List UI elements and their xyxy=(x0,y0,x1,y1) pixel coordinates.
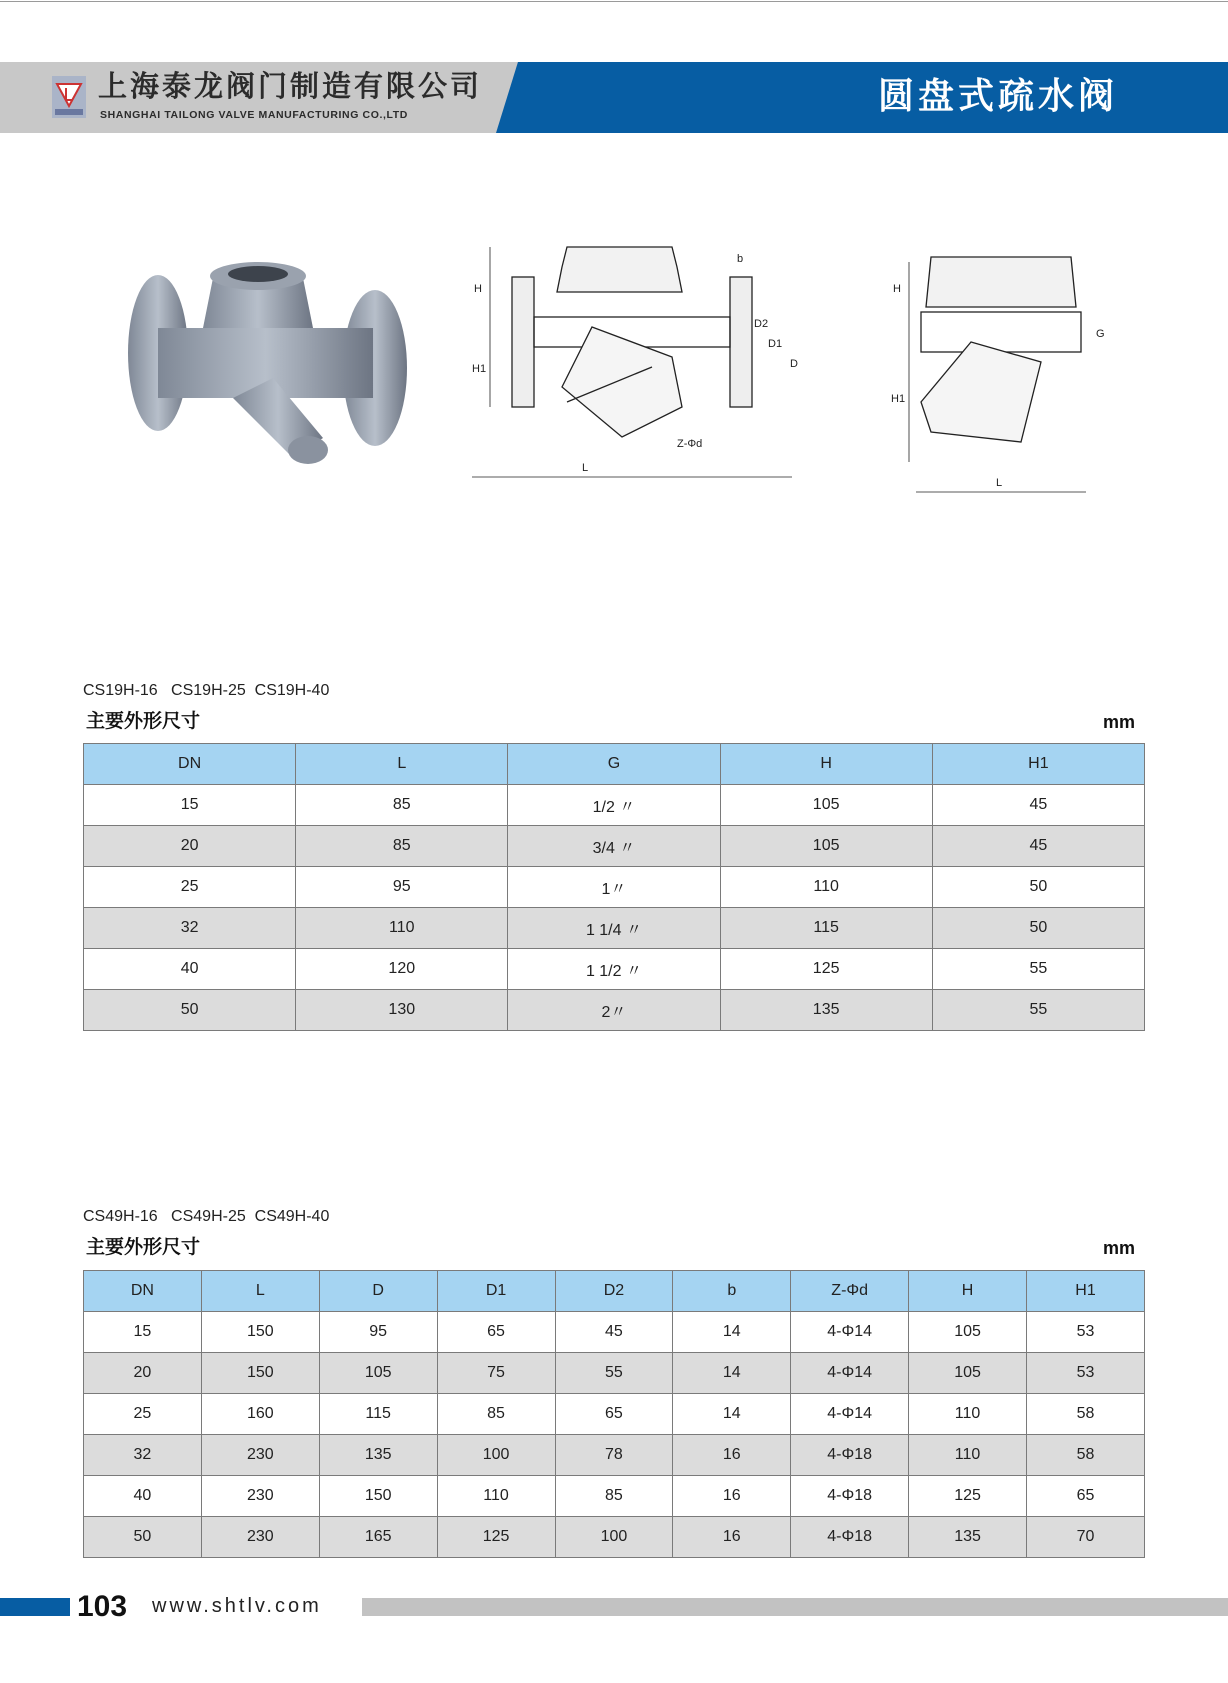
table-cell: 14 xyxy=(673,1394,791,1435)
table-cell: 230 xyxy=(201,1435,319,1476)
column-header: D2 xyxy=(555,1271,673,1312)
table-cell: 15 xyxy=(84,785,296,826)
table-cell: 120 xyxy=(296,949,508,990)
label-D2: D2 xyxy=(754,318,769,330)
column-header: b xyxy=(673,1271,791,1312)
table-cell: 2〃 xyxy=(508,990,720,1031)
table-cell: 230 xyxy=(201,1517,319,1558)
table-cell: 40 xyxy=(84,949,296,990)
column-header: H xyxy=(720,744,932,785)
table-cell: 58 xyxy=(1027,1435,1145,1476)
product-title: 圆盘式疏水阀 xyxy=(878,76,1119,117)
table-cell: 75 xyxy=(437,1353,555,1394)
label-H: H xyxy=(474,283,482,295)
dimensions-table-cs49h xyxy=(83,1270,1145,1558)
column-header: Z-Φd xyxy=(791,1271,909,1312)
table-cell: 1 1/4 〃 xyxy=(508,908,720,949)
table-cell: 1 1/2 〃 xyxy=(508,949,720,990)
table1-models: CS19H-16 CS19H-25 CS19H-40 xyxy=(83,682,330,699)
table-cell: 50 xyxy=(932,867,1144,908)
table-cell: 105 xyxy=(909,1312,1027,1353)
table-cell: 100 xyxy=(437,1435,555,1476)
table-row xyxy=(84,908,1145,949)
table-cell: 230 xyxy=(201,1476,319,1517)
header-title-band xyxy=(496,62,1228,133)
table-cell: 16 xyxy=(673,1476,791,1517)
table-cell: 55 xyxy=(932,990,1144,1031)
table-cell: 130 xyxy=(296,990,508,1031)
label-H1: H1 xyxy=(891,393,906,405)
table-cell: 45 xyxy=(555,1312,673,1353)
table-cell: 115 xyxy=(720,908,932,949)
column-header: H1 xyxy=(1027,1271,1145,1312)
column-header: L xyxy=(296,744,508,785)
table-cell: 53 xyxy=(1027,1353,1145,1394)
table-cell: 95 xyxy=(319,1312,437,1353)
column-header: H xyxy=(909,1271,1027,1312)
table-cell: 85 xyxy=(296,826,508,867)
table-row xyxy=(84,949,1145,990)
table-cell: 78 xyxy=(555,1435,673,1476)
table-cell: 16 xyxy=(673,1517,791,1558)
column-header: DN xyxy=(84,744,296,785)
table-cell: 125 xyxy=(909,1476,1027,1517)
table-cell: 65 xyxy=(1027,1476,1145,1517)
table-cell: 15 xyxy=(84,1312,202,1353)
table2-title: 主要外形尺寸 xyxy=(86,1236,201,1258)
table-cell: 32 xyxy=(84,908,296,949)
table-cell: 55 xyxy=(932,949,1144,990)
table1-title: 主要外形尺寸 xyxy=(86,710,201,732)
table-cell: 160 xyxy=(201,1394,319,1435)
table-cell: 105 xyxy=(720,785,932,826)
label-D: D xyxy=(790,358,798,370)
table-cell: 65 xyxy=(555,1394,673,1435)
table-cell: 45 xyxy=(932,785,1144,826)
top-rule xyxy=(0,1,1228,2)
table-cell: 4-Φ14 xyxy=(791,1353,909,1394)
table-row xyxy=(84,785,1145,826)
label-D1: D1 xyxy=(768,338,783,350)
table-cell: 20 xyxy=(84,826,296,867)
table-row xyxy=(84,1517,1145,1558)
table-cell: 55 xyxy=(555,1353,673,1394)
table-cell: 45 xyxy=(932,826,1144,867)
table-cell: 105 xyxy=(909,1353,1027,1394)
table-cell: 150 xyxy=(201,1312,319,1353)
table-cell: 105 xyxy=(319,1353,437,1394)
table-cell: 150 xyxy=(319,1476,437,1517)
table-cell: 85 xyxy=(437,1394,555,1435)
footer-blue-bar xyxy=(0,1598,70,1616)
table-cell: 53 xyxy=(1027,1312,1145,1353)
table-cell: 3/4 〃 xyxy=(508,826,720,867)
label-L: L xyxy=(582,462,589,474)
table-cell: 4-Φ18 xyxy=(791,1435,909,1476)
table-cell: 110 xyxy=(909,1394,1027,1435)
table-cell: 20 xyxy=(84,1353,202,1394)
table-cell: 150 xyxy=(201,1353,319,1394)
table-cell: 165 xyxy=(319,1517,437,1558)
table-cell: 50 xyxy=(84,1517,202,1558)
page-number: 103 xyxy=(77,1590,128,1623)
label-H1: H1 xyxy=(472,363,487,375)
table-row xyxy=(84,1312,1145,1353)
table-cell: 25 xyxy=(84,1394,202,1435)
table-cell: 4-Φ14 xyxy=(791,1394,909,1435)
table-cell: 58 xyxy=(1027,1394,1145,1435)
table-row xyxy=(84,990,1145,1031)
label-H: H xyxy=(893,283,901,295)
table2-unit: mm xyxy=(1102,1238,1135,1258)
column-header: H1 xyxy=(932,744,1144,785)
table-cell: 14 xyxy=(673,1353,791,1394)
footer-gray-bar xyxy=(362,1598,1228,1616)
table-cell: 115 xyxy=(319,1394,437,1435)
table-row xyxy=(84,1476,1145,1517)
label-b: b xyxy=(737,253,744,265)
column-header: G xyxy=(508,744,720,785)
label-L: L xyxy=(996,477,1003,489)
table-cell: 16 xyxy=(673,1435,791,1476)
table-cell: 25 xyxy=(84,867,296,908)
table-header-row xyxy=(84,1271,1145,1312)
table-cell: 70 xyxy=(1027,1517,1145,1558)
dimensions-table-cs19h xyxy=(83,743,1145,1031)
table1-unit: mm xyxy=(1102,712,1135,732)
valve-photo xyxy=(113,258,419,483)
table-cell: 32 xyxy=(84,1435,202,1476)
table-cell: 85 xyxy=(555,1476,673,1517)
table-cell: 110 xyxy=(720,867,932,908)
column-header: D xyxy=(319,1271,437,1312)
table-cell: 100 xyxy=(555,1517,673,1558)
threaded-valve-section-drawing xyxy=(891,252,1116,494)
website-link[interactable]: www.shtlv.com xyxy=(152,1595,322,1617)
column-header: D1 xyxy=(437,1271,555,1312)
company-name-en: SHANGHAI TAILONG VALVE MANUFACTURING CO.,LTD xyxy=(100,109,408,121)
table-cell: 4-Φ18 xyxy=(791,1476,909,1517)
label-G: G xyxy=(1096,328,1105,340)
table-cell: 65 xyxy=(437,1312,555,1353)
table2-models: CS49H-16 CS49H-25 CS49H-40 xyxy=(83,1208,330,1225)
table-cell: 125 xyxy=(720,949,932,990)
table-cell: 1〃 xyxy=(508,867,720,908)
flanged-valve-section-drawing xyxy=(472,247,805,494)
table-row xyxy=(84,867,1145,908)
table-cell: 110 xyxy=(296,908,508,949)
table-row xyxy=(84,826,1145,867)
table-cell: 4-Φ14 xyxy=(791,1312,909,1353)
company-name-cn: 上海泰龙阀门制造有限公司 xyxy=(98,69,483,103)
table-cell: 135 xyxy=(720,990,932,1031)
table-cell: 125 xyxy=(437,1517,555,1558)
table-cell: 40 xyxy=(84,1476,202,1517)
column-header: DN xyxy=(84,1271,202,1312)
table-row xyxy=(84,1394,1145,1435)
table-cell: 135 xyxy=(319,1435,437,1476)
table-cell: 110 xyxy=(909,1435,1027,1476)
column-header: L xyxy=(201,1271,319,1312)
table-cell: 135 xyxy=(909,1517,1027,1558)
table-cell: 4-Φ18 xyxy=(791,1517,909,1558)
table-cell: 85 xyxy=(296,785,508,826)
label-z-phi-d: Z-Φd xyxy=(677,438,703,450)
table-cell: 50 xyxy=(84,990,296,1031)
table-header-row xyxy=(84,744,1145,785)
table-row xyxy=(84,1435,1145,1476)
table-cell: 95 xyxy=(296,867,508,908)
table-cell: 110 xyxy=(437,1476,555,1517)
table-cell: 1/2 〃 xyxy=(508,785,720,826)
table-cell: 14 xyxy=(673,1312,791,1353)
company-logo-icon xyxy=(52,76,86,118)
table-row xyxy=(84,1353,1145,1394)
table-cell: 50 xyxy=(932,908,1144,949)
table-cell: 105 xyxy=(720,826,932,867)
